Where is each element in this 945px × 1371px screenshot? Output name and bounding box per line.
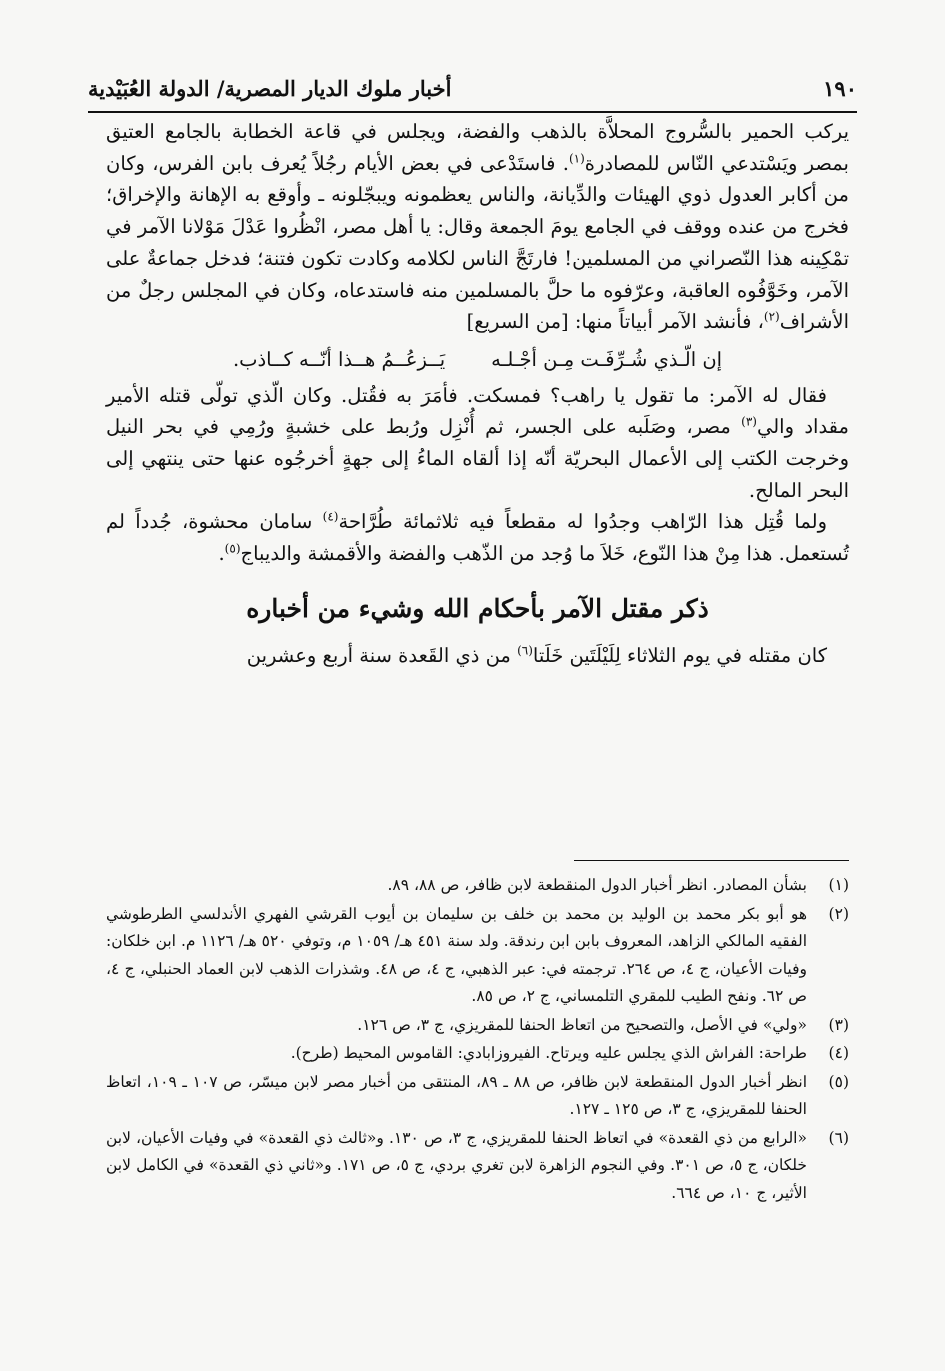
main-text [106,116,849,672]
footnote [106,1012,849,1040]
footnote-ref-2: (٢) [763,309,780,324]
footnote-text: بشأن المصادر. انظر أخبار الدول المنقطعة لابن ظافر، ص ٨٨، ٨٩. [387,876,807,894]
page-number: ١٩٠ [823,75,857,101]
footnote-ref-1: (١) [568,151,585,166]
section-heading: ذكر مقتل الآمر بأحكام الله وشيء من أخباره [246,593,709,623]
paragraph-3: ولما قُتِل هذا الرّاهب وجدُوا له مقطعاً فيه ثلاثمائة طُرَّاحة$^{(٤)}$ سامان محشوة، جُدداً لم تُستعمل. هذا مِنْ هذا النّوع، خَلاَ ما وُجد من الذّهب والفضة والأقمشة والديباج$^{(٥)}$. [106,509,849,566]
verse-first-hemistich: إن الّـذي شُـرِّفَـت مِـن أجْـلـه [491,347,723,371]
poem-verse [106,344,849,376]
footnote-text: هو أبو بكر محمد بن الوليد بن محمد بن خلف بن سليمان بن أيوب القرشي الفهري الأندلسي الطرطوشي الفقيه المالكي الزاهد، المعروف بابن ابن رندقة. ولد سنة ٤٥١ هـ/ ١٠٥٩ م، وتوفي ٥٢٠ هـ/ ١١٢٦ م. ابن خلكان: وفيات الأعيان، ج ٤، ص ٢٦٤. ترجمته في: عبر الذهبي، ج ٤، ص ٤٨. وشذرات الذهب لابن العماد الحنبلي، ج ٤، ص ٦٢. ونفح الطيب للمقري التلمساني، ج ٢، ص ٨٥. [106,904,807,1005]
page-header [88,68,857,108]
footnote [106,1040,849,1068]
paragraph-2: فقال له الآمر: ما تقول يا راهب؟ فمسكت. فأمَرَ به فقُتل. وكان الّذي تولّى قتله الأمير مقداد والي$^{(٣)}$ مصر، وصَلَبه على الجسر، ثم أُنْزِل ورُبط على خشبةٍ ورُمِي في بحر النيل وخرجت الكتب إلى الأعمال البحريّة أنّه إذا ألقاه الماءُ إلى جهةٍ أخرجُوه عنها حتى ينتهي إلى البحر المالح. [106,383,849,502]
footnote-divider [574,860,849,861]
footnote-number: (٦) [828,1128,849,1147]
footnote-ref-4: (٤) [322,509,339,524]
footnotes [106,872,849,1208]
footnote-number: (٤) [828,1044,849,1062]
footnote-number: (٢) [828,904,849,923]
paragraph-4: كان مقتله في يوم الثلاثاء لِلَيْلَتَين خَلَتا$^{(٦)}$ من ذي القَعدة سنة أربع وعشرين [246,643,827,667]
footnote-ref-3: (٣) [741,414,757,429]
header-divider [88,111,857,113]
footnote [106,901,849,1011]
verse-second-hemistich: يَــزعُــمُ هــذا أنّــه كــاذب. [232,347,446,371]
footnote-text: طراحة: الفراش الذي يجلس عليه ويرتاح. الفيروزابادي: القاموس المحيط (طرح). [290,1044,807,1062]
footnote-ref-5: (٥) [224,541,241,556]
footnote-text: «ولي» في الأصل، والتصحيح من اتعاظ الحنفا للمقريزي، ج ٣، ص ١٢٦. [357,1015,807,1034]
footnote-number: (٣) [828,1015,849,1034]
footnote [106,1125,849,1208]
footnote-ref-6: (٦) [517,643,533,658]
paragraph-1: يركب الحمير بالسُّروج المحلاَّة بالذهب والفضة، ويجلس في قاعة الخطابة بالجامع العتيق بمصر ويَسْتدعي النّاس للمصادرة$^{(١)}$. فاستَدْعى في بعض الأيام رجُلاً يُعرف بابن الفرس، وكان من أكابر العدول ذوي الهيئات والدِّيانة، والناس يعظمونه ويبجّلونه ـ وأوقع به الإهانة والإخراق؛ فخرج من عنده ووقف في الجامع يومَ الجمعة وقال: يا أهل مصر، انْظُروا عَدْلَ مَوْلانا الآمر في تمْكِينه هذا النّصراني من المسلمين! فارتَجَّ الناس لكلامه وكادت تكون فتنة؛ فدخل جماعةٌ على الآمر، وخَوَّفُوه العاقبة، وعرّفوه ما حلَّ بالمسلمين منه فاستدعاه، وكان في المجلس رجلٌ من الأشراف$^{(٢)}$، فأنشد الآمر أبياتاً منها: [من السريع] [106,120,849,334]
footnote [106,1069,849,1124]
footnote-number: (١) [828,876,849,894]
footnote-number: (٥) [828,1072,849,1091]
running-title: أخبار ملوك الديار المصرية/ الدولة العُبَيْدية [88,75,452,101]
footnote-text: انظر أخبار الدول المنقطعة لابن ظافر، ص ٨٨ ـ ٨٩، المنتقى من أخبار مصر لابن ميسّر، ص ١٠٧ ـ ١٠٩، اتعاظ الحنفا للمقريزي، ج ٣، ص ١٢٥ ـ ١٢٧. [106,1072,807,1118]
footnote-text: «الرابع من ذي القعدة» في اتعاظ الحنفا للمقريزي، ج ٣، ص ١٣٠. و«ثالث ذي القعدة» في وفيات الأعيان، لابن خلكان، ج ٥، ص ٣٠١. وفي النجوم الزاهرة لابن تغري بردي، ج ٥، ص ١٧١. و«ثاني ذي القعدة» في الكامل لابن الأثير، ج ١٠، ص ٦٦٤. [106,1128,807,1202]
footnote [106,872,849,900]
